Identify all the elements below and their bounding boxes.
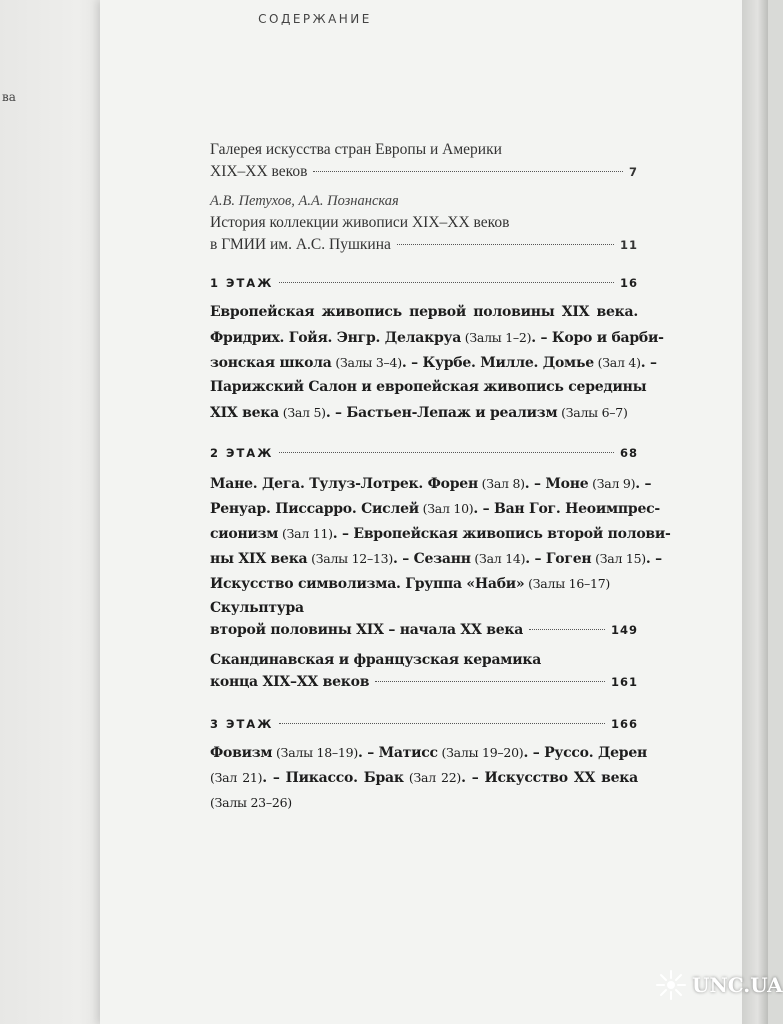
artist-names: . – xyxy=(640,355,657,371)
page-number: 149 xyxy=(610,623,638,637)
toc-description-line xyxy=(210,572,638,596)
artist-names: . – Гоген xyxy=(525,551,592,567)
toc-sculpture-title-line2: второй половины XIX – начала XX века xyxy=(210,622,524,638)
artist-names: Парижский Салон и европейская живопись середины xyxy=(210,379,647,395)
artist-names: . – Европейская живопись второй полови- xyxy=(332,526,671,542)
artist-names: . – Матисс xyxy=(357,745,438,761)
artist-names: Фридрих. Гойя. Энгр. Делакруа xyxy=(210,330,462,346)
artist-names: . – Курбе. Милле. Домье xyxy=(401,355,594,371)
toc-description-line xyxy=(210,301,638,324)
artist-names: . – Руссо. Дерен xyxy=(523,745,647,761)
hall-reference: (Зал 21) xyxy=(210,770,263,785)
toc-sculpture-title-line1: Скульптура xyxy=(210,600,304,616)
page-edge-shadow xyxy=(742,0,768,1024)
toc-description-line xyxy=(210,741,647,765)
toc-intro-title-line2: XIX–XX веков xyxy=(210,163,308,180)
floor-label: 2 ЭТАЖ xyxy=(210,446,274,460)
artist-names: . – Пикассо. Брак xyxy=(262,770,404,786)
dot-leader xyxy=(375,681,605,682)
artist-names: Фовизм xyxy=(210,745,273,761)
artist-names: Искусство символизма. Группа «Наби» xyxy=(210,576,525,592)
page-number: 68 xyxy=(619,446,638,460)
hall-reference: (Зал 22) xyxy=(403,770,462,785)
toc-ceramics-title-line2: конца XIX–XX веков xyxy=(210,674,370,690)
hall-reference: (Зал 10) xyxy=(418,501,474,516)
hall-reference: (Зал 9) xyxy=(588,476,636,491)
toc-description-line xyxy=(210,766,638,790)
artist-names: . – Сезанн xyxy=(393,551,471,567)
hall-reference: (Залы 18–19) xyxy=(272,745,358,760)
toc-description-line xyxy=(210,351,657,375)
toc-description-line xyxy=(210,376,647,399)
artist-names: . – xyxy=(635,476,652,492)
toc-description-line xyxy=(210,547,662,571)
toc-description-line xyxy=(210,497,660,521)
artist-names: ны XIX века xyxy=(210,551,308,567)
page-number: 161 xyxy=(610,675,638,689)
toc-description-line xyxy=(210,522,671,546)
dot-leader xyxy=(279,723,605,724)
page-number: 11 xyxy=(619,238,638,252)
toc-description-line xyxy=(210,401,638,425)
toc-description-line xyxy=(210,326,664,350)
dot-leader xyxy=(313,171,623,172)
artist-names: . – Бастьен-Лепаж и реализм xyxy=(325,405,558,421)
running-head: СОДЕРЖАНИЕ xyxy=(258,12,372,26)
toc-description-line xyxy=(210,791,638,815)
hall-reference: (Залы 19–20) xyxy=(437,745,524,760)
dot-leader xyxy=(279,282,614,283)
page-number: 7 xyxy=(628,165,638,179)
hall-reference: (Зал 4) xyxy=(593,355,641,370)
floor-label: 3 ЭТАЖ xyxy=(210,717,274,731)
toc-floor2-heading[interactable] xyxy=(210,442,638,465)
artist-names: Ренуар. Писсарро. Сислей xyxy=(210,501,419,517)
toc-sculpture-entry[interactable] xyxy=(210,619,638,642)
left-page-text-fragment: ва xyxy=(2,90,16,104)
hall-reference: (Зал 5) xyxy=(278,405,326,420)
hall-reference: (Зал 15) xyxy=(591,551,646,566)
artist-names: Европейская живопись первой половины XIX века. xyxy=(210,304,638,320)
artist-names: XIX века xyxy=(210,405,279,421)
dot-leader xyxy=(279,452,614,453)
artist-names: сионизм xyxy=(210,526,279,542)
hall-reference: (Залы 6–7) xyxy=(557,405,628,420)
toc-description-line xyxy=(210,472,652,496)
artist-names: . – Искусство XX века xyxy=(461,770,638,786)
toc-ceramics-entry[interactable] xyxy=(210,671,638,694)
artist-names: . – Ван Гог. Неоимпрес- xyxy=(473,501,660,517)
hall-reference: (Залы 1–2) xyxy=(461,330,532,345)
sunburst-logo-icon xyxy=(654,968,688,1002)
toc-intro-entry[interactable] xyxy=(210,160,638,184)
artist-names: зонская школа xyxy=(210,355,332,371)
toc-ceramics-title-line1: Скандинавская и французская керамика xyxy=(210,652,542,668)
hall-reference: (Залы 12–13) xyxy=(307,551,394,566)
hall-reference: (Залы 23–26) xyxy=(210,795,292,810)
dot-leader xyxy=(529,629,605,630)
floor-label: 1 ЭТАЖ xyxy=(210,276,274,290)
hall-reference: (Залы 3–4) xyxy=(331,355,402,370)
dot-leader xyxy=(397,244,614,245)
hall-reference: (Зал 14) xyxy=(470,551,526,566)
toc-history-authors: А.В. Петухов, А.А. Познанская xyxy=(210,193,399,209)
hall-reference: (Зал 11) xyxy=(278,526,333,541)
artist-names: . – Моне xyxy=(524,476,589,492)
toc-history-entry[interactable] xyxy=(210,233,638,257)
hall-reference: (Залы 16–17) xyxy=(524,576,611,591)
watermark xyxy=(654,968,783,1002)
page-number: 16 xyxy=(619,276,638,290)
page-number: 166 xyxy=(610,717,638,731)
hall-reference: (Зал 8) xyxy=(477,476,525,491)
toc-history-title-line1: История коллекции живописи XIX–XX веков xyxy=(210,214,510,231)
watermark-text: UNC.UA xyxy=(692,973,783,997)
artist-names: Мане. Дега. Тулуз-Лотрек. Форен xyxy=(210,476,478,492)
toc-history-title-line2: в ГМИИ им. А.С. Пушкина xyxy=(210,236,391,253)
toc-floor3-heading[interactable] xyxy=(210,713,638,736)
toc-intro-title-line1: Галерея искусства стран Европы и Америки xyxy=(210,141,502,158)
toc-floor1-heading[interactable] xyxy=(210,272,638,295)
left-page-edge xyxy=(0,0,112,1024)
artist-names: . – xyxy=(645,551,662,567)
artist-names: . – Коро и барби- xyxy=(531,330,664,346)
